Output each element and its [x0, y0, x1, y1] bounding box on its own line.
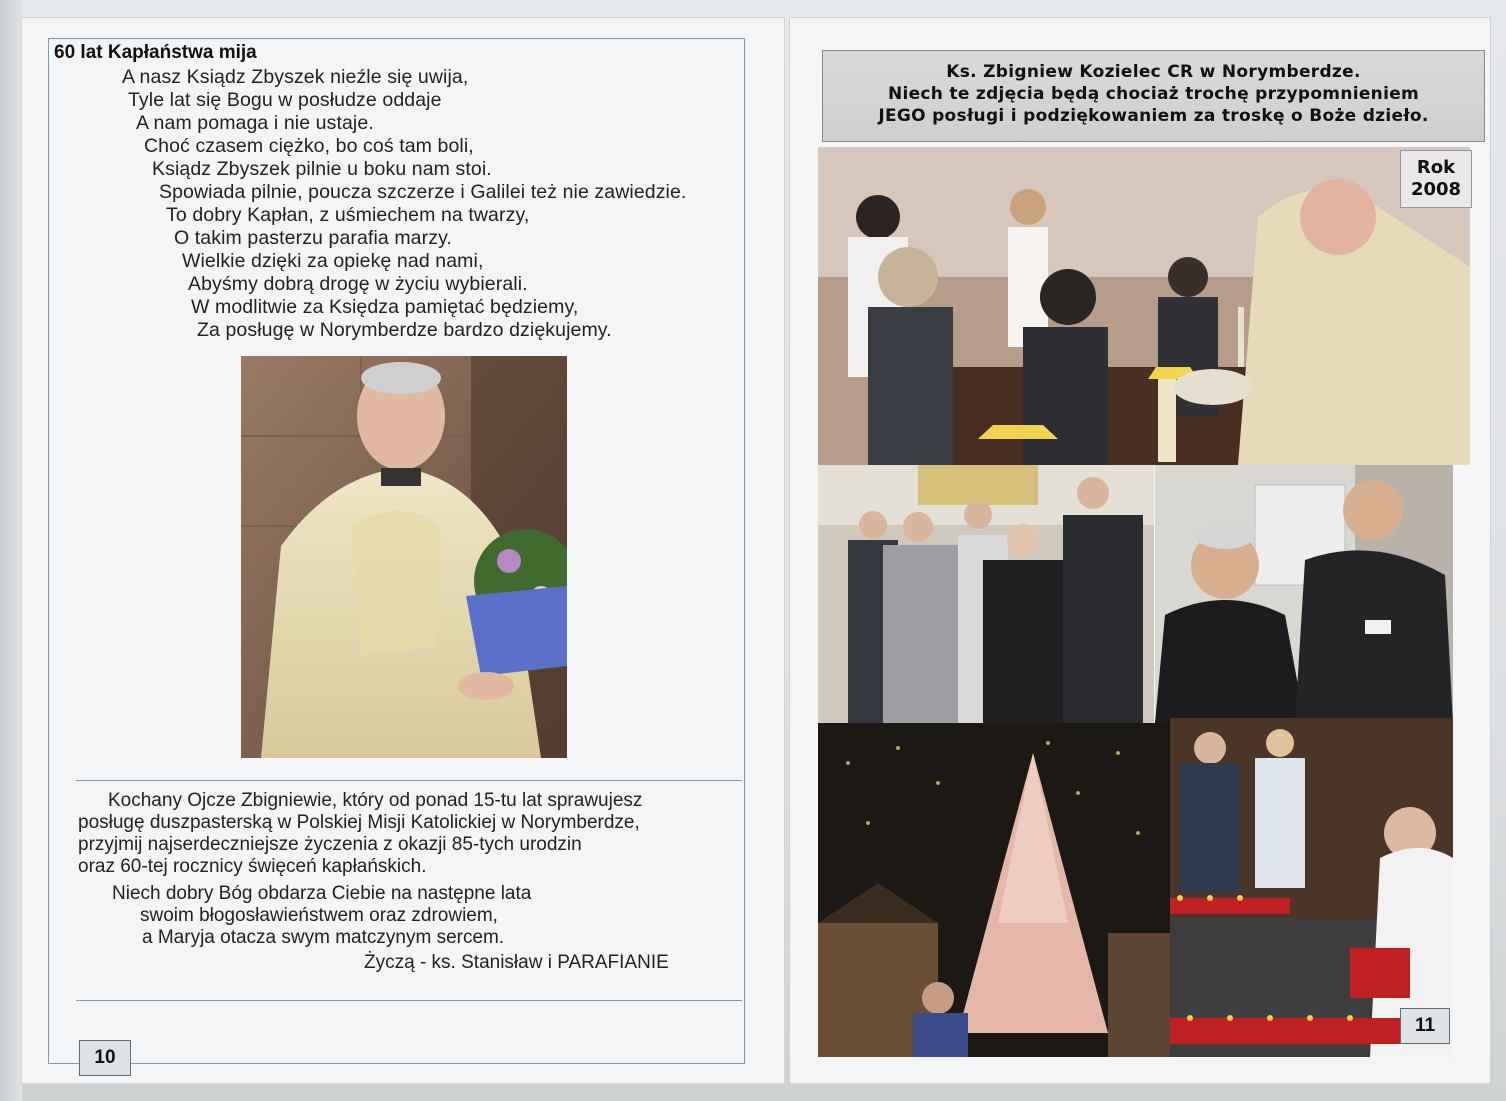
grave-candles-photo [1170, 718, 1453, 1057]
wishes-line: przyjmij najserdeczniejsze życzenia z okazji 85-tych urodzin [78, 834, 582, 855]
wishes-line: Kochany Ojcze Zbigniewie, który od ponad 15-tu lat sprawujesz [108, 790, 643, 811]
year-value: 2008 [1410, 179, 1462, 200]
poem-title: 60 lat Kapłaństwa mija [54, 42, 257, 63]
poem-line: Za posługę w Norymberdze bardzo dziękujemy. [197, 319, 612, 341]
conversation-photo [1155, 465, 1453, 723]
wishes-line: posługę duszpasterską w Polskiej Misji Katolickiej w Norymberdze, [78, 812, 640, 833]
blessing-line: Niech dobry Bóg obdarza Ciebie na następne lata [112, 883, 532, 904]
monitor-edge [0, 0, 22, 1101]
poem-line: Ksiądz Zbyszek pilnie u boku nam stoi. [152, 158, 492, 180]
page-number-right: 11 [1400, 1008, 1450, 1044]
priest-portrait-photo [241, 356, 567, 758]
poem-line: Wielkie dzięki za opiekę nad nami, [182, 250, 484, 272]
christmas-market-photo [818, 723, 1170, 1057]
caption-line: Ks. Zbigniew Kozielec CR w Norymberdze. [946, 62, 1361, 82]
signature: Życzą - ks. Stanisław i PARAFIANIE [364, 952, 669, 973]
poem-line: O takim pasterzu parafia marzy. [174, 227, 452, 249]
page-number-left: 10 [79, 1040, 131, 1076]
poem-line: Spowiada pilnie, poucza szczerze i Galilei też nie zawiedzie. [159, 181, 687, 203]
caption-line: Niech te zdjęcia będą chociaż trochę przypomnieniem [887, 84, 1420, 104]
year-label: Rok [1416, 157, 1456, 178]
group-photo [818, 465, 1154, 723]
caption-line: JEGO posługi i podziękowaniem za troskę o Boże dzieło. [878, 106, 1429, 126]
wishes-top-divider [76, 780, 742, 781]
poem-line: Choć czasem ciężko, bo coś tam boli, [144, 135, 474, 157]
blessing-line: swoim błogosławieństwem oraz zdrowiem, [140, 905, 498, 926]
blessing-line: a Maryja otacza swym matczynym sercem. [142, 927, 505, 948]
wishes-line: oraz 60-tej rocznicy święceń kapłańskich. [78, 856, 427, 877]
poem-line: A nasz Ksiądz Zbyszek nieźle się uwija, [122, 66, 469, 88]
poem-line: Tyle lat się Bogu w posłudze oddaje [128, 89, 442, 111]
communion-photo [818, 147, 1470, 465]
poem-line: Abyśmy dobrą drogę w życiu wybierali. [188, 273, 528, 295]
poem-line: A nam pomaga i nie ustaje. [136, 112, 374, 134]
caption-box [822, 50, 1485, 142]
year-badge [1400, 150, 1472, 208]
wishes-bottom-divider [76, 1000, 742, 1001]
poem-line: To dobry Kapłan, z uśmiechem na twarzy, [166, 204, 530, 226]
poem-line: W modlitwie za Księdza pamiętać będziemy, [191, 296, 579, 318]
